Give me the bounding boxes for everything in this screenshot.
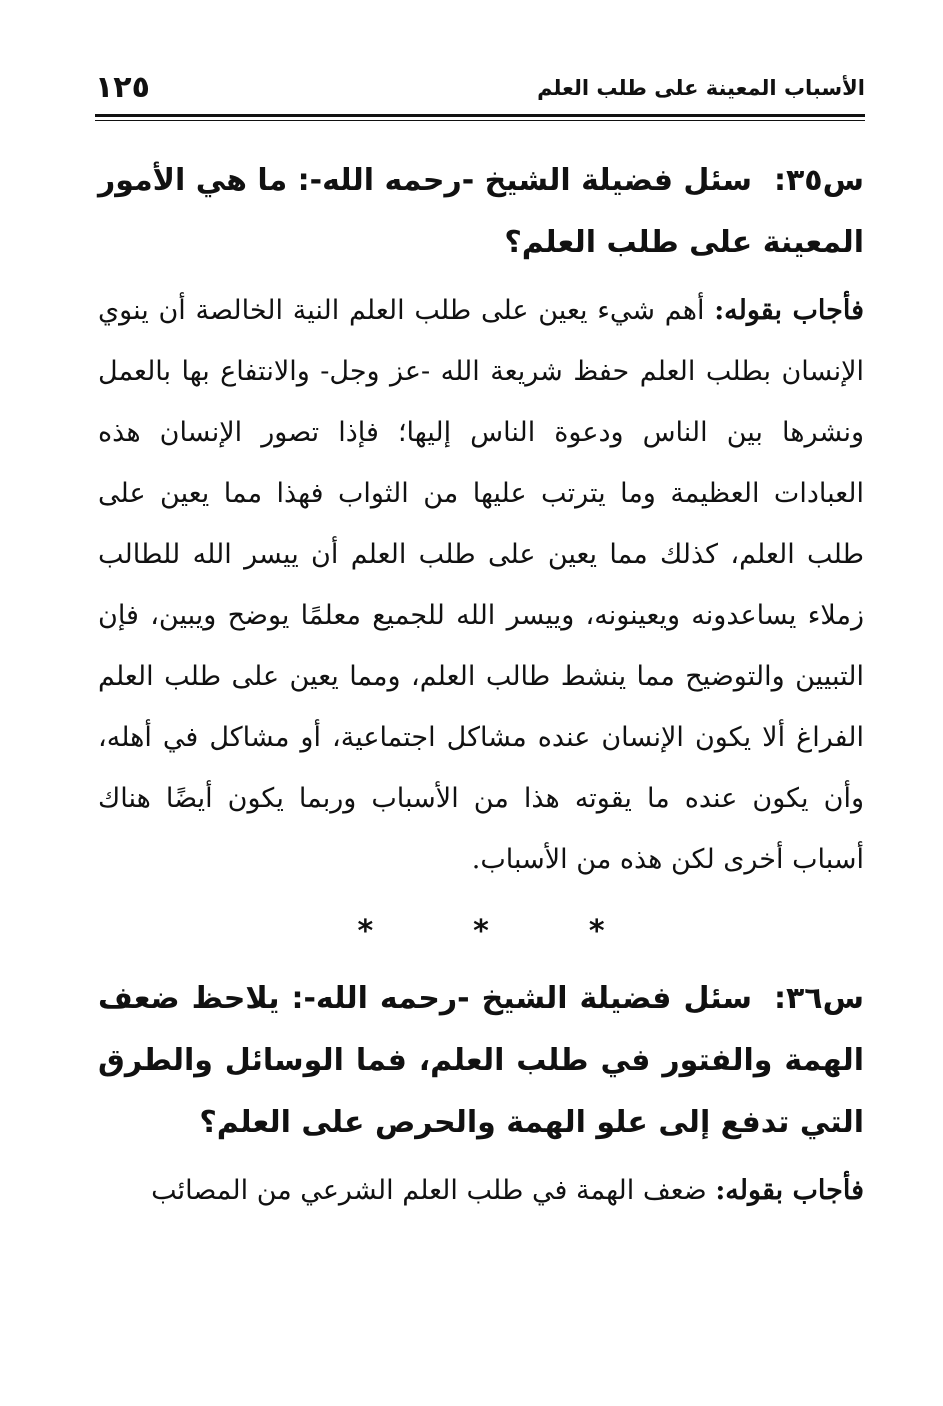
section-separator	[98, 902, 864, 962]
question-36-number: س٣٦:	[773, 981, 864, 1016]
separator-star: *	[473, 914, 489, 949]
running-title: الأسباب المعينة على طلب العلم	[537, 76, 865, 100]
answer-36	[98, 1160, 864, 1221]
page-header	[95, 70, 865, 114]
question-35	[98, 150, 864, 274]
question-35-number: س٣٥:	[773, 163, 864, 198]
answer-35-text: أهم شيء يعين على طلب العلم النية الخالصة أن ينوي الإنسان بطلب العلم حفظ شريعة الله -عز وجل- والانتفاع بها بالعمل ونشرها بين الناس ودعوة الناس إليها؛ فإذا تصور الإنسان هذه العبادات العظيمة وما يترتب عليها من الثواب فهذا مما يعين على طلب العلم، كذلك مما يعين على طلب العلم أن ييسر الله للطالب زملاء يساعدونه ويعينونه، وييسر الله للجميع معلمًا يوضح ويبين، فإن التبيين والتوضيح مما ينشط طالب العلم، ومما يعين على طلب العلم الفراغ ألا يكون الإنسان عنده مشاكل اجتماعية، أو مشاكل في أهله، وأن يكون عنده ما يقوته هذا من الأسباب وربما يكون أيضًا هناك أسباب أخرى لكن هذه من الأسباب.	[98, 295, 864, 875]
page-body	[98, 150, 864, 1221]
answer-36-text: ضعف الهمة في طلب العلم الشرعي من المصائب	[151, 1175, 707, 1206]
page-number: ١٢٥	[95, 70, 150, 105]
answer-35	[98, 280, 864, 890]
question-36-text: سئل فضيلة الشيخ -رحمه الله-: يلاحظ ضعف الهمة والفتور في طلب العلم، فما الوسائل والطرق التي تدفع إلى علو الهمة والحرص على العلم؟	[98, 981, 864, 1140]
answer-35-lead: فأجاب بقوله:	[714, 295, 864, 326]
separator-star: *	[357, 914, 374, 949]
header-rule-thin	[95, 120, 865, 121]
header-rule-thick	[95, 114, 865, 117]
question-35-text: سئل فضيلة الشيخ -رحمه الله-: ما هي الأمور المعينة على طلب العلم؟	[98, 163, 864, 260]
question-36	[98, 968, 864, 1154]
answer-36-lead: فأجاب بقوله:	[715, 1175, 864, 1206]
separator-star: *	[588, 914, 605, 949]
